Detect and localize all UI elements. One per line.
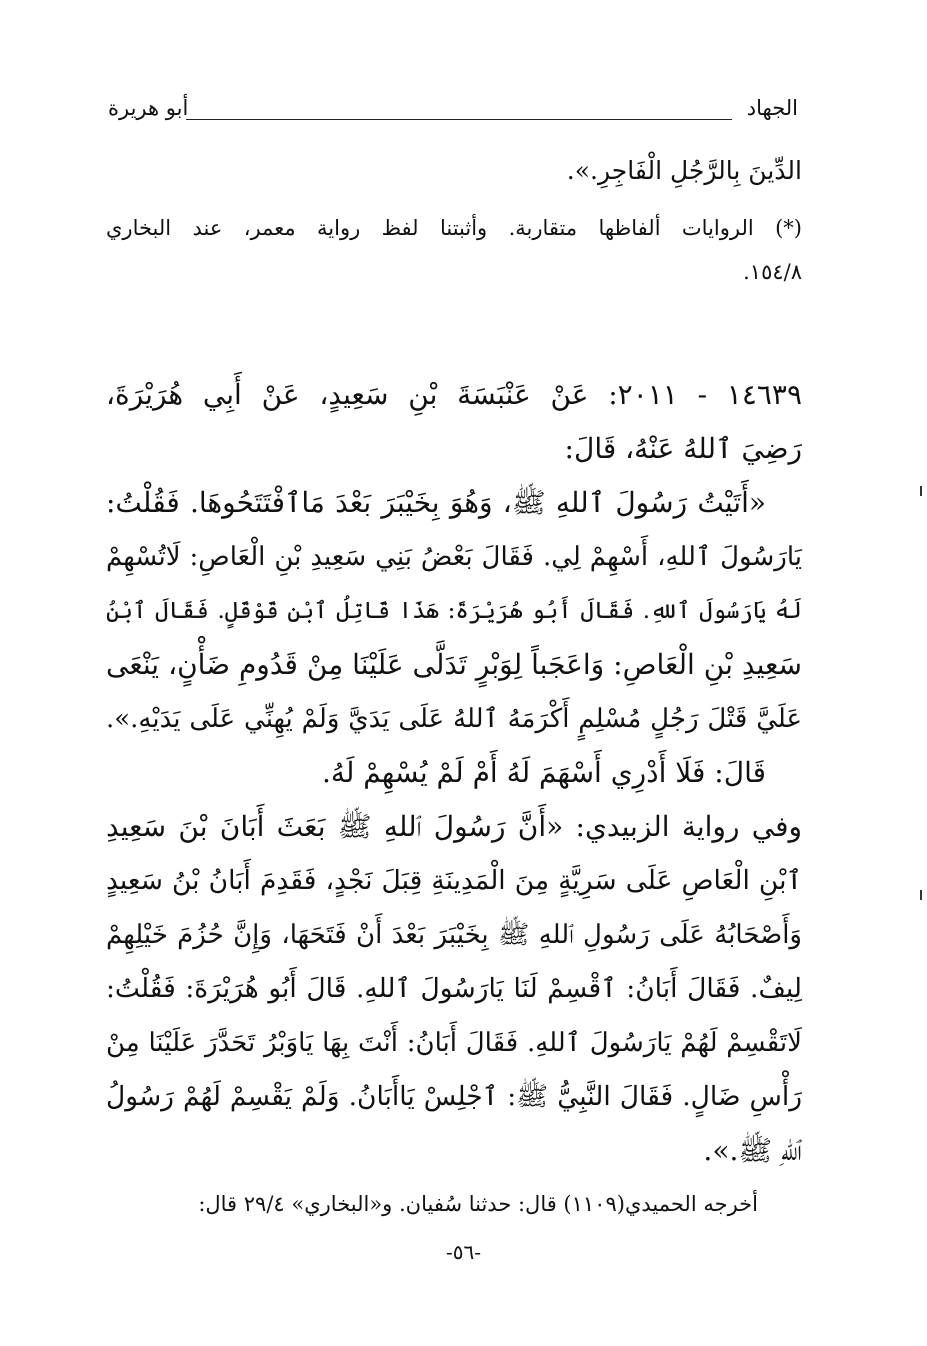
header-narrator-title: أبو هريرة xyxy=(108,96,189,120)
hadith-text xyxy=(106,368,802,1178)
continuation-line: الدِّينَ بِالرَّجُلِ الْفَاجِرِ.». xyxy=(566,156,802,185)
footnote-block xyxy=(106,206,802,294)
scan-edge-mark xyxy=(920,890,922,900)
hadith-line: رَضِيَ ٱللهُ عَنْهُ، قَالَ: xyxy=(564,432,802,465)
hadith-line: لِيفٌ. فَقَالَ أَبَانُ: ٱقْسِمْ لَنَا يَارَسُولَ ٱللهِ. قَالَ أَبُو هُرَيْرَةَ: فَقُلْتُ: xyxy=(106,973,802,1004)
running-header xyxy=(108,96,798,136)
hadith-line: وفي رواية الزبيدي: «أَنَّ رَسُولَ ٱللهِ ﷺ بَعَثَ أَبَانَ بْنَ سَعِيدِ xyxy=(106,810,802,843)
reference-block xyxy=(106,1192,802,1217)
hadith-line: لَاتَقْسِمْ لَهُمْ يَارَسُولَ ٱللهِ. فَقَالَ أَبَانُ: أَنْتَ بِهَا يَاوَبْرُ تَحَدَّرَ عَلَيْنَا مِنْ xyxy=(106,1028,802,1058)
header-chapter-title: الجهاد xyxy=(746,96,798,120)
scan-edge-mark xyxy=(920,486,922,496)
reference-line: أخرجه الحميدي(١١٠٩) قال: حدثنا سُفيان. و«البخاري» ٢٩/٤ قال: xyxy=(198,1192,758,1216)
hadith-line: «أَتَيْتُ رَسُولَ ٱللهِ ﷺ، وَهُوَ بِخَيْبَرَ بَعْدَ مَاٱفْتَتَحُوهَا. فَقُلْتُ: xyxy=(106,486,766,519)
note-line: ١٥٤/٨. xyxy=(743,260,802,284)
header-rule xyxy=(186,119,732,120)
hadith-heading-line: ١٤٦٣٩ - ٢٠١١: عَنْ عَنْبَسَةَ بْنِ سَعِيدٍ، عَنْ أَبِي هُرَيْرَةَ، xyxy=(106,378,802,411)
hadith-line: وَأَصْحَابُهُ عَلَى رَسُولِ ٱللهِ ﷺ بِخَيْبَرَ بَعْدَ أَنْ فَتَحَهَا، وَإِنَّ حُزُمَ خَيْلِهِمْ xyxy=(106,920,802,950)
hadith-line: ٱللهِ ﷺ.». xyxy=(703,1134,802,1167)
hadith-line: ٱبْنِ الْعَاصِ عَلَى سَرِيَّةٍ مِنَ الْمَدِينَةِ قِبَلَ نَجْدٍ، فَقَدِمَ أَبَانُ بْنُ سَعِيدٍ xyxy=(106,865,802,896)
hadith-line: قَالَ: فَلَا أَدْرِي أَسْهَمَ لَهُ أَمْ لَمْ يُسْهِمْ لَهُ. xyxy=(321,756,766,789)
hadith-line: سَعِيدِ بْنِ الْعَاصِ: وَاعَجَباً لِوَبْرٍ تَدَلَّى عَلَيْنَا مِنْ قَدُومِ ضَأْنٍ، يَنْعَى xyxy=(106,648,802,681)
hadith-line: عَلَيَّ قَتْلَ رَجُلٍ مُسْلِمٍ أَكْرَمَهُ ٱللهُ عَلَى يَدَيَّ وَلَمْ يُهِنِّي عَلَى يَدَيْهِ.». xyxy=(106,704,802,734)
hadith-line: رَأْسِ ضَالٍ. فَقَالَ النَّبِيُّ ﷺ: ٱجْلِسْ يَاأَبَانُ. وَلَمْ يَقْسِمْ لَهُمْ رَسُولُ xyxy=(106,1081,802,1112)
hadith-line: يَارَسُولَ ٱللهِ، أَسْهِمْ لِي. فَقَالَ بَعْضُ بَنِي سَعِيدِ بْنِ الْعَاصِ: لَاتُسْهِمْ xyxy=(106,542,802,572)
page-number: -٥٦- xyxy=(445,1240,481,1264)
previous-hadith-ending xyxy=(106,156,802,186)
note-line: (*) الروايات ألفاظها متقاربة. وأثبتنا لفظ رواية معمر، عند البخاري xyxy=(106,216,802,240)
hadith-line: لَهُ يَارَسُولَ ٱللهِ. فَقَالَ أَبُو هُرَيْرَةَ: هَذَا قَاتِلُ ٱبْنِ قَوْقَلٍ. فَقَالَ ٱبْنُ xyxy=(106,598,802,624)
